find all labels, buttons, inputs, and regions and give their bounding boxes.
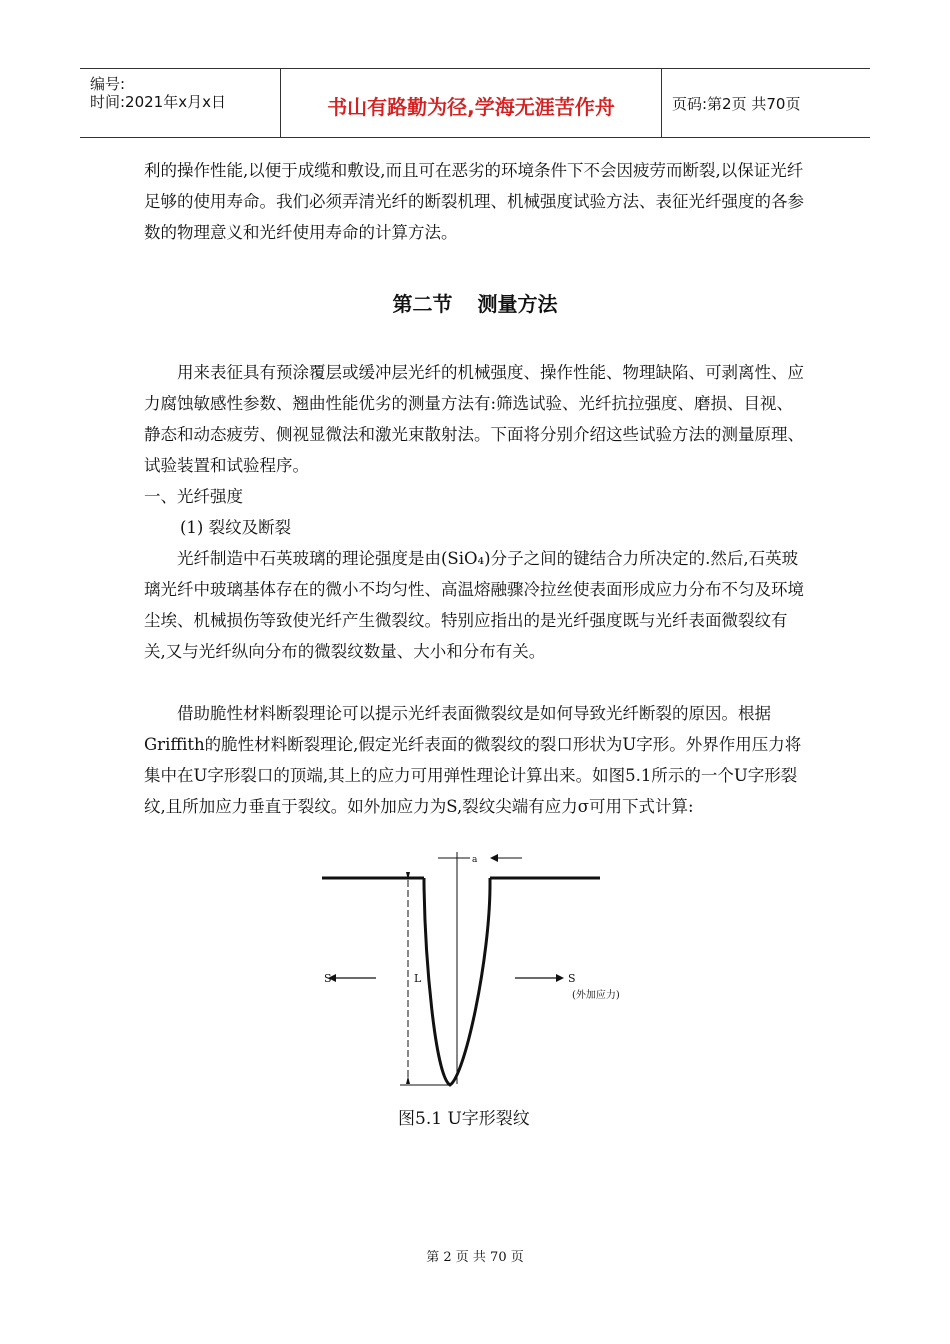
width-arrowhead-right bbox=[490, 854, 498, 862]
width-label: a bbox=[472, 855, 478, 865]
left-stress-label: S bbox=[324, 972, 332, 985]
intro-paragraph: 利的操作性能,以便于成缆和敷设,而且可在恶劣的环境条件下不会因疲劳而断裂,以保证光纤足够的使用寿命。我们必须弄清光纤的断裂机理、机械强度试验方法、表征光纤强度的各参数的物理意义和光纤使用寿命的计算方法。 bbox=[144, 161, 804, 242]
methods-paragraph: 用来表征具有预涂覆层或缓冲层光纤的机械强度、操作性能、物理缺陷、可剥离性、应力腐蚀敏感性参数、翘曲性能优劣的测量方法有:筛选试验、光纤抗拉强度、磨损、目视、静态和动态疲劳、侧视显微法和激光束散射法。下面将分别介绍这些试验方法的测量原理、试验装置和试验程序。 bbox=[144, 363, 804, 475]
page-footer: 第 2 页 共 70 页 bbox=[426, 1250, 524, 1265]
stress-arrowhead-right bbox=[556, 974, 564, 982]
header-motto-cell bbox=[281, 69, 662, 137]
header-meta-cell bbox=[80, 69, 281, 137]
document-date-label: 时间:2021年x月x日 bbox=[90, 93, 226, 111]
crack-paragraph: 光纤制造中石英玻璃的理论强度是由(SiO₄)分子之间的键结合力所决定的.然后,石英玻璃光纤中玻璃基体存在的微小不均匀性、高温熔融骤冷拉丝使表面形成应力分布不匀及环境尘埃、机械损伤等致使光纤产生微裂纹。特别应指出的是光纤强度既与光纤表面微裂纹有关,又与光纤纵向分布的微裂纹数量、大小和分布有关。 bbox=[144, 549, 804, 661]
depth-arrow-bottom bbox=[406, 1076, 410, 1084]
figure-caption: 图5.1 U字形裂纹 bbox=[398, 1109, 530, 1129]
header-page-label: 页码:第2页 共70页 bbox=[672, 95, 801, 113]
heading-crack-and-fracture: (1) 裂纹及断裂 bbox=[180, 518, 292, 537]
page-header bbox=[80, 68, 870, 138]
document-number-label: 编号: bbox=[90, 75, 126, 93]
header-motto: 书山有路勤为径,学海无涯苦作舟 bbox=[327, 95, 615, 119]
right-stress-label: S bbox=[568, 972, 576, 985]
heading-fiber-strength: 一、光纤强度 bbox=[144, 487, 243, 506]
griffith-paragraph: 借助脆性材料断裂理论可以提示光纤表面微裂纹是如何导致光纤断裂的原因。根据Griffith的脆性材料断裂理论,假定光纤表面的微裂纹的裂口形状为U字形。外界作用压力将集中在U字形裂口的顶端,其上的应力可用弹性理论计算出来。如图5.1所示的一个U字形裂纹,且所加应力垂直于裂纹。如外加应力为S,裂纹尖端有应力σ可用下式计算: bbox=[144, 704, 802, 816]
header-page-cell bbox=[662, 69, 870, 137]
applied-stress-label: (外加应力) bbox=[572, 990, 620, 1001]
u-crack-figure bbox=[300, 848, 660, 1098]
section-title: 第二节 测量方法 bbox=[392, 292, 558, 316]
depth-label: L bbox=[414, 972, 422, 985]
